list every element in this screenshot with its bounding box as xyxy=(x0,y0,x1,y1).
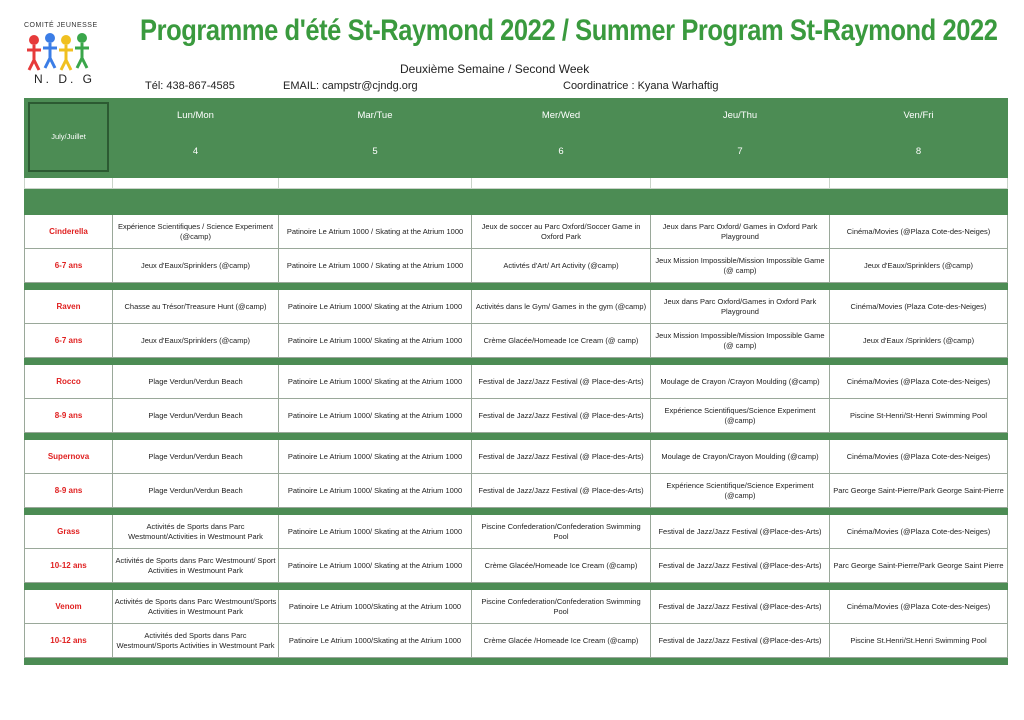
day-name: Ven/Fri xyxy=(903,110,934,121)
activity-cell: Patinoire Le Atrium 1000/ Skating at the Atrium 1000 xyxy=(279,440,472,474)
activity-cell: Crème Glacée /Homeade Ice Cream (@camp) xyxy=(472,624,651,658)
separator-row-cell xyxy=(279,508,472,515)
group-label: Rocco xyxy=(25,365,113,399)
activity-cell: Jeux de soccer au Parc Oxford/Soccer Game in Oxford Park xyxy=(472,215,651,249)
blank-row-cell xyxy=(830,178,1008,189)
activity-cell: Crème Glacée/Homeade Ice Cream (@camp) xyxy=(472,549,651,583)
activity-cell: Parc George Saint-Pierre/Park George Saint Pierre xyxy=(830,549,1008,583)
activity-cell: Piscine St.Henri/St.Henri Swimming Pool xyxy=(830,624,1008,658)
activity-cell: Patinoire Le Atrium 1000/ Skating at the Atrium 1000 xyxy=(279,365,472,399)
separator-row xyxy=(25,508,1008,515)
day-name: Mar/Tue xyxy=(357,110,393,121)
day-header xyxy=(279,99,472,178)
separator-row-cell xyxy=(25,283,113,290)
activity-cell: Moulage de Crayon/Crayon Moulding (@camp) xyxy=(651,440,830,474)
activity-cell: Patinoire Le Atrium 1000/ Skating at the Atrium 1000 xyxy=(279,399,472,433)
email-address: EMAIL: campstr@cjndg.org xyxy=(283,80,418,92)
separator-row-cell xyxy=(25,358,113,365)
activity-cell: Festival de Jazz/Jazz Festival (@ Place-des-Arts) xyxy=(472,399,651,433)
activity-cell: Activités dans le Gym/ Games in the gym (@camp) xyxy=(472,290,651,324)
activity-cell: Expérience Scientifiques/Science Experiment (@camp) xyxy=(651,399,830,433)
table-row xyxy=(25,215,1008,249)
logo-bottom-text: N. D. G xyxy=(34,72,96,86)
separator-row-cell xyxy=(472,433,651,440)
activity-cell: Piscine St-Henri/St-Henri Swimming Pool xyxy=(830,399,1008,433)
blank-row-cell xyxy=(651,178,830,189)
blank-row-cell xyxy=(279,178,472,189)
month-label: July/Juillet xyxy=(28,102,109,172)
separator-row-cell xyxy=(113,283,279,290)
day-date: 5 xyxy=(372,146,378,157)
activity-cell: Expérience Scientifiques / Science Experiment (@camp) xyxy=(113,215,279,249)
activity-cell: Patinoire Le Atrium 1000/ Skating at the Atrium 1000 xyxy=(279,290,472,324)
green-band-row-cell xyxy=(472,189,651,215)
activity-cell: Plage Verdun/Verdun Beach xyxy=(113,440,279,474)
table-row xyxy=(25,590,1008,624)
schedule-table xyxy=(24,98,1008,665)
separator-row xyxy=(25,658,1008,665)
separator-row-cell xyxy=(651,358,830,365)
separator-row xyxy=(25,283,1008,290)
separator-row-cell xyxy=(25,508,113,515)
table-row xyxy=(25,474,1008,508)
group-label: 10-12 ans xyxy=(25,624,113,658)
activity-cell: Plage Verdun/Verdun Beach xyxy=(113,474,279,508)
activity-cell: Patinoire Le Atrium 1000/ Skating at the Atrium 1000 xyxy=(279,474,472,508)
separator-row-cell xyxy=(472,583,651,590)
table-row xyxy=(25,549,1008,583)
separator-row-cell xyxy=(25,658,113,665)
day-header xyxy=(472,99,651,178)
activity-cell: Chasse au Trésor/Treasure Hunt (@camp) xyxy=(113,290,279,324)
activity-cell: Activités de Sports dans Parc Westmount/ Sport Activities in Westmount Park xyxy=(113,549,279,583)
separator-row-cell xyxy=(830,433,1008,440)
separator-row-cell xyxy=(830,583,1008,590)
activity-cell: Cinéma/Movies (@Plaza Cote-des-Neiges) xyxy=(830,515,1008,549)
table-row xyxy=(25,515,1008,549)
separator-row-cell xyxy=(472,658,651,665)
blank-row xyxy=(25,178,1008,189)
activity-cell: Plage Verdun/Verdun Beach xyxy=(113,365,279,399)
day-date: 7 xyxy=(737,146,743,157)
separator-row xyxy=(25,583,1008,590)
page-subtitle: Deuxième Semaine / Second Week xyxy=(400,62,590,76)
separator-row-cell xyxy=(651,508,830,515)
activity-cell: Expérience Scientifique/Science Experiment (@camp) xyxy=(651,474,830,508)
activity-cell: Jeux d'Eaux /Sprinklers (@camp) xyxy=(830,324,1008,358)
page-title: Programme d'été St-Raymond 2022 / Summer Program St-Raymond 2022 xyxy=(140,14,998,47)
children-figures-icon xyxy=(24,30,94,72)
separator-row-cell xyxy=(279,358,472,365)
separator-row-cell xyxy=(25,583,113,590)
activity-cell: Activtés d'Art/ Art Activity (@camp) xyxy=(472,249,651,283)
group-label: Venom xyxy=(25,590,113,624)
activity-cell: Festival de Jazz/Jazz Festival (@Place-des-Arts) xyxy=(651,549,830,583)
activity-cell: Jeux Mission Impossible/Mission Impossible Game (@ camp) xyxy=(651,324,830,358)
day-date: 8 xyxy=(915,146,922,157)
table-row xyxy=(25,624,1008,658)
separator-row-cell xyxy=(651,658,830,665)
activity-cell: Festival de Jazz/Jazz Festival (@Place-des-Arts) xyxy=(651,624,830,658)
activity-cell: Parc George Saint-Pierre/Park George Saint-Pierre xyxy=(830,474,1008,508)
coordinator-name: Coordinatrice : Kyana Warhaftig xyxy=(563,80,719,92)
separator-row-cell xyxy=(279,283,472,290)
activity-cell: Patinoire Le Atrium 1000/ Skating at the Atrium 1000 xyxy=(279,515,472,549)
table-row xyxy=(25,324,1008,358)
activity-cell: Jeux d'Eaux/Sprinklers (@camp) xyxy=(113,324,279,358)
activity-cell: Jeux Mission Impossible/Mission Impossible Game (@ camp) xyxy=(651,249,830,283)
blank-row-cell xyxy=(25,178,113,189)
separator-row-cell xyxy=(472,283,651,290)
activity-cell: Patinoire Le Atrium 1000/Skating at the Atrium 1000 xyxy=(279,624,472,658)
separator-row-cell xyxy=(113,508,279,515)
phone-number: Tél: 438-867-4585 xyxy=(145,80,235,92)
activity-cell: Cinéma/Movies (Plaza Cote-des-Neiges) xyxy=(830,290,1008,324)
activity-cell: Patinoire Le Atrium 1000/Skating at the Atrium 1000 xyxy=(279,590,472,624)
activity-cell: Piscine Confederation/Confederation Swimming Pool xyxy=(472,515,651,549)
separator-row-cell xyxy=(113,658,279,665)
separator-row-cell xyxy=(279,658,472,665)
blank-row-cell xyxy=(472,178,651,189)
activity-cell: Festival de Jazz/Jazz Festival (@ Place-des-Arts) xyxy=(472,474,651,508)
separator-row-cell xyxy=(830,658,1008,665)
green-band-row-cell xyxy=(651,189,830,215)
separator-row-cell xyxy=(25,433,113,440)
separator-row-cell xyxy=(651,583,830,590)
activity-cell: Jeux d'Eaux/Sprinklers (@camp) xyxy=(830,249,1008,283)
table-row xyxy=(25,365,1008,399)
separator-row-cell xyxy=(830,358,1008,365)
activity-cell: Jeux d'Eaux/Sprinklers (@camp) xyxy=(113,249,279,283)
separator-row-cell xyxy=(472,358,651,365)
logo-top-text: COMITÉ JEUNESSE xyxy=(24,22,98,29)
separator-row-cell xyxy=(113,583,279,590)
separator-row-cell xyxy=(830,508,1008,515)
activity-cell: Activités de Sports dans Parc Westmount/Activities in Westmount Park xyxy=(113,515,279,549)
separator-row xyxy=(25,433,1008,440)
green-band-row-cell xyxy=(279,189,472,215)
separator-row xyxy=(25,358,1008,365)
activity-cell: Cinéma/Movies (@Plaza Cote-des-Neiges) xyxy=(830,215,1008,249)
group-label: 6-7 ans xyxy=(25,249,113,283)
day-date: 4 xyxy=(192,146,199,157)
activity-cell: Cinéma/Movies (@Plaza Cote-des-Neiges) xyxy=(830,365,1008,399)
group-label: Supernova xyxy=(25,440,113,474)
group-label: Grass xyxy=(25,515,113,549)
table-row xyxy=(25,399,1008,433)
activity-cell: Patinoire Le Atrium 1000/ Skating at the Atrium 1000 xyxy=(279,324,472,358)
group-label: 8-9 ans xyxy=(25,474,113,508)
activity-cell: Activités ded Sports dans Parc Westmount/Sports Activities in Westmount Park xyxy=(113,624,279,658)
day-date: 6 xyxy=(558,146,564,157)
activity-cell: Piscine Confederation/Confederation Swimming Pool xyxy=(472,590,651,624)
day-header xyxy=(113,99,279,178)
day-name: Jeu/Thu xyxy=(722,110,758,121)
blank-row-cell xyxy=(113,178,279,189)
green-band-row-cell xyxy=(25,189,113,215)
activity-cell: Cinéma/Movies (@Plaza Cote-des-Neiges) xyxy=(830,440,1008,474)
separator-row-cell xyxy=(651,433,830,440)
green-band-row-cell xyxy=(830,189,1008,215)
activity-cell: Jeux dans Parc Oxford/ Games in Oxford Park Playground xyxy=(651,215,830,249)
green-band-row-cell xyxy=(113,189,279,215)
separator-row-cell xyxy=(279,433,472,440)
group-label: 10-12 ans xyxy=(25,549,113,583)
separator-row-cell xyxy=(113,358,279,365)
activity-cell: Festival de Jazz/Jazz Festival (@Place-des-Arts) xyxy=(651,590,830,624)
activity-cell: Festival de Jazz/Jazz Festival (@ Place-des-Arts) xyxy=(472,365,651,399)
day-header xyxy=(830,99,1008,178)
group-label: 6-7 ans xyxy=(25,324,113,358)
activity-cell: Plage Verdun/Verdun Beach xyxy=(113,399,279,433)
day-header xyxy=(651,99,830,178)
logo xyxy=(18,20,108,90)
green-band-row xyxy=(25,189,1008,215)
activity-cell: Crème Glacée/Homeade Ice Cream (@ camp) xyxy=(472,324,651,358)
activity-cell: Jeux dans Parc Oxford/Games in Oxford Park Playground xyxy=(651,290,830,324)
group-label: Cinderella xyxy=(25,215,113,249)
activity-cell: Festival de Jazz/Jazz Festival (@ Place-des-Arts) xyxy=(472,440,651,474)
separator-row-cell xyxy=(279,583,472,590)
month-cell xyxy=(25,99,113,178)
day-name: Lun/Mon xyxy=(177,110,214,121)
group-label: 8-9 ans xyxy=(25,399,113,433)
table-row xyxy=(25,290,1008,324)
activity-cell: Moulage de Crayon /Crayon Moulding (@camp) xyxy=(651,365,830,399)
activity-cell: Patinoire Le Atrium 1000/ Skating at the Atrium 1000 xyxy=(279,549,472,583)
separator-row-cell xyxy=(830,283,1008,290)
day-name: Mer/Wed xyxy=(541,110,581,121)
activity-cell: Activités de Sports dans Parc Westmount/Sports Activities in Westmount Park xyxy=(113,590,279,624)
group-label: Raven xyxy=(25,290,113,324)
separator-row-cell xyxy=(113,433,279,440)
table-header-row xyxy=(25,99,1008,178)
separator-row-cell xyxy=(472,508,651,515)
activity-cell: Festival de Jazz/Jazz Festival (@Place-des-Arts) xyxy=(651,515,830,549)
activity-cell: Patinoire Le Atrium 1000 / Skating at the Atrium 1000 xyxy=(279,215,472,249)
table-row xyxy=(25,249,1008,283)
table-row xyxy=(25,440,1008,474)
activity-cell: Cinéma/Movies (@Plaza Cote-des-Neiges) xyxy=(830,590,1008,624)
separator-row-cell xyxy=(651,283,830,290)
activity-cell: Patinoire Le Atrium 1000 / Skating at the Atrium 1000 xyxy=(279,249,472,283)
